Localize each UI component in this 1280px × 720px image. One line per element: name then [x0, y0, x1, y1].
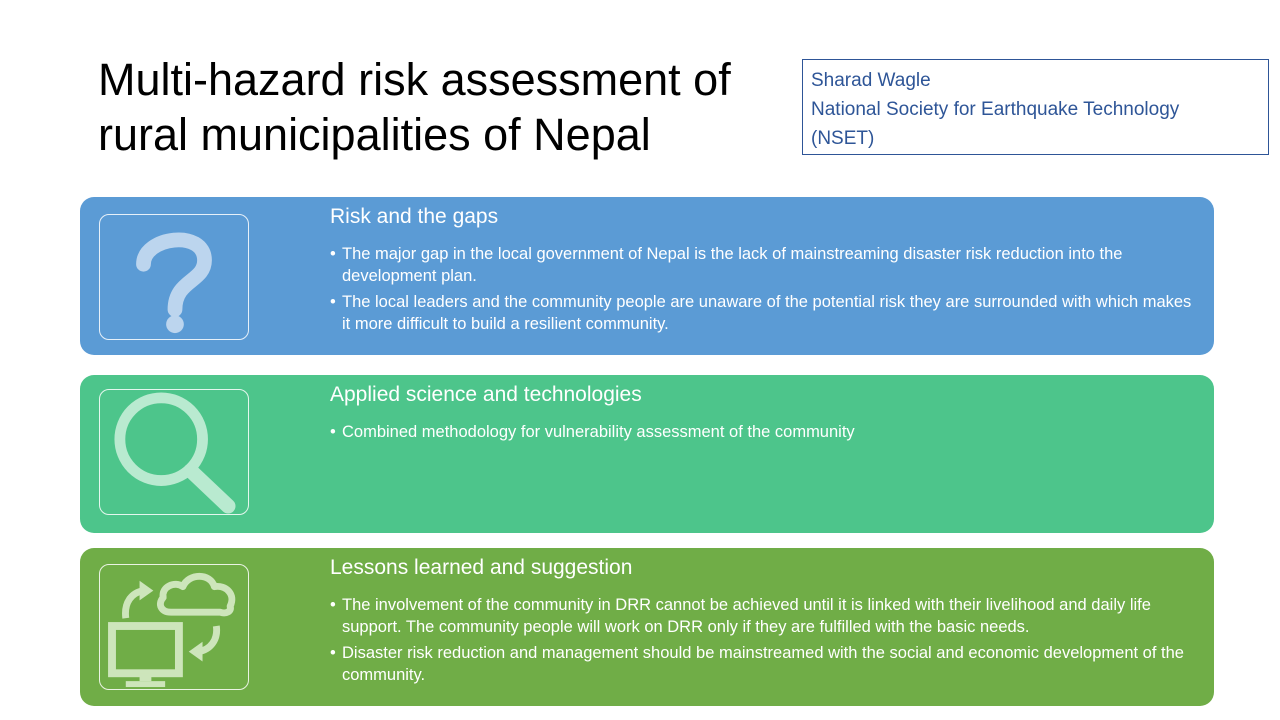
card-heading: Risk and the gaps	[330, 205, 499, 228]
cloud-computer-sync-icon	[99, 564, 249, 690]
bullet-list	[330, 421, 1200, 447]
card-heading: Lessons learned and suggestion	[330, 556, 633, 579]
card-lessons-learned	[80, 548, 1214, 706]
bullet-item: • The local leaders and the community people are unaware of the potential risk they are surrounded with which makes it more difficult to build a resilient community.	[330, 291, 1200, 335]
card-applied-science	[80, 375, 1214, 533]
author-organization-abbr: (NSET)	[811, 128, 875, 149]
card-heading: Applied science and technologies	[330, 383, 642, 406]
author-box	[802, 59, 1269, 155]
bullet-item: • The involvement of the community in DRR cannot be achieved until it is linked with their livelihood and daily life support. The community people will work on DRR only if they are fulfilled with the basic needs.	[330, 594, 1200, 638]
bullet-item: • Combined methodology for vulnerability assessment of the community	[330, 421, 1200, 443]
author-organization: National Society for Earthquake Technology	[811, 99, 1180, 120]
bullet-list	[330, 594, 1200, 690]
bullet-item: • Disaster risk reduction and management should be mainstreamed with the social and economic development of the community.	[330, 642, 1200, 686]
slide-title: Multi-hazard risk assessment of rural municipalities of Nepal	[98, 54, 731, 160]
question-mark-icon	[99, 214, 249, 340]
bullet-list	[330, 243, 1200, 339]
author-name: Sharad Wagle	[811, 70, 931, 91]
bullet-item: • The major gap in the local government of Nepal is the lack of mainstreaming disaster risk reduction into the development plan.	[330, 243, 1200, 287]
magnifier-icon	[99, 389, 249, 515]
card-risk-and-gaps	[80, 197, 1214, 355]
